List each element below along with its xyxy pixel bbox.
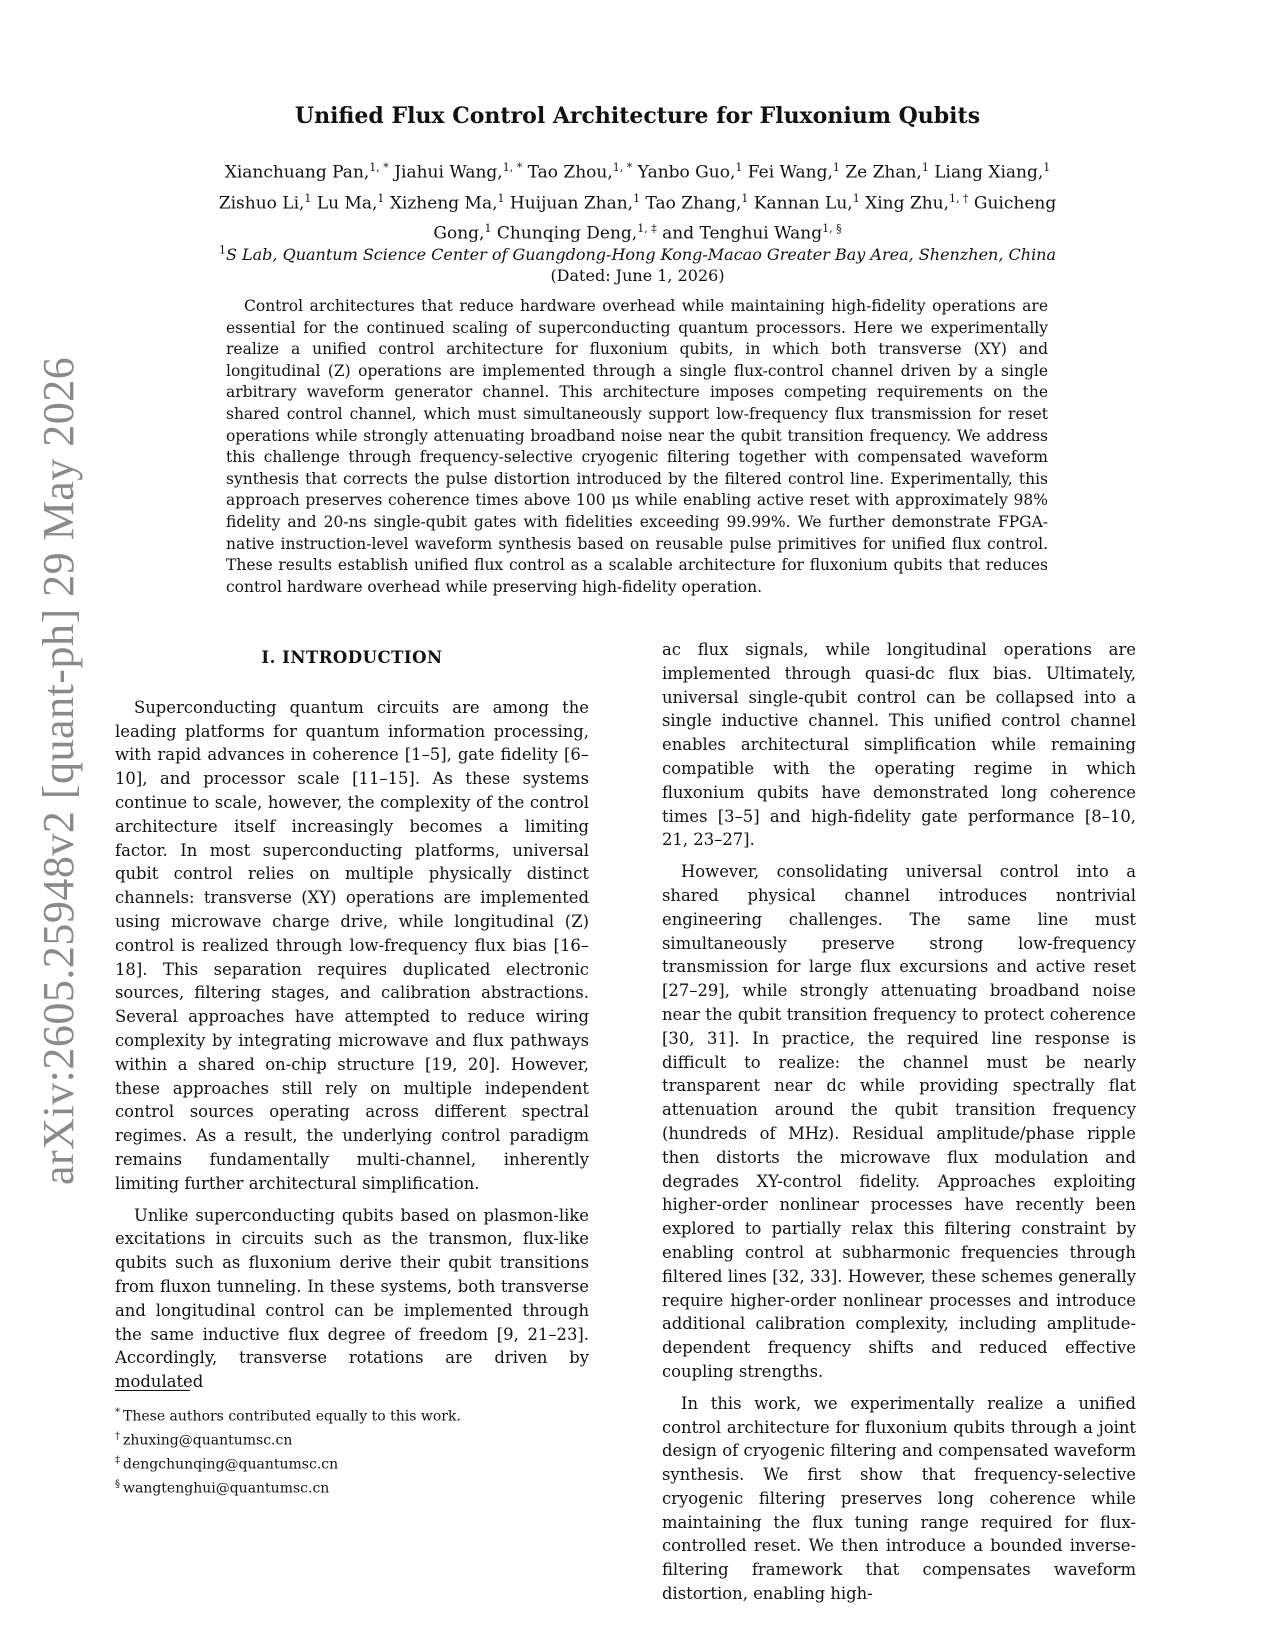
author-affiliation-mark: 1, § bbox=[822, 222, 842, 236]
left-column bbox=[115, 638, 589, 1402]
author-name: Kannan Lu, bbox=[753, 193, 853, 214]
author-affiliation-mark: 1 bbox=[633, 191, 641, 205]
footnotes bbox=[115, 1403, 589, 1500]
author-affiliation-mark: 1 bbox=[497, 191, 505, 205]
author-name: Lu Ma, bbox=[316, 193, 378, 214]
author-affiliation-mark: 1 bbox=[377, 191, 385, 205]
footnote-rule bbox=[115, 1390, 190, 1391]
author-name: Liang Xiang, bbox=[934, 162, 1044, 183]
author-name: Chunqing Deng, bbox=[496, 223, 638, 244]
author-affiliation-mark: 1, * bbox=[369, 161, 389, 174]
affiliation: $^1$S Lab, Quantum Science Center of Guangdong-Hong Kong-Macao Greater Bay Area, Shenzhen, China bbox=[218, 244, 1057, 265]
author-name: Xizheng Ma, bbox=[389, 193, 498, 214]
footnote: § wangtenghui@quantumsc.cn bbox=[115, 1479, 330, 1498]
paragraph: However, consolidating universal control into a shared physical channel introduces nontrivial engineering challenges. The same line must simultaneously preserve strong low-frequency transmission for large flux excursions and active reset [27–29], while strongly attenuating broadband noise near the qubit transition frequency to protect coherence [30, 31]. In practice, the required line response is difficult to realize: the channel must be nearly transparent near dc while providing spectrally flat attenuation around the qubit transition frequency (hundreds of MHz). Residual amplitude/phase ripple then distorts the microwave flux modulation and degrades XY-control fidelity. Approaches exploiting higher-order nonlinear processes have recently been explored to partially relax this filtering constraint by enabling control at subharmonic frequencies through filtered lines [32, 33]. However, these schemes generally require higher-order nonlinear processes and introduce additional calibration complexity, including amplitude-dependent frequency shifts and reduced effective coupling strengths. bbox=[662, 862, 1136, 1381]
paragraph: In this work, we experimentally realize a unified control architecture for fluxonium qubits through a joint design of cryogenic filtering and compensated waveform synthesis. We first show that frequency-selective cryogenic filtering preserves long coherence while maintaining the flux tuning range required for flux-controlled reset. We then introduce a bounded inverse-filtering framework that compensates waveform distortion, enabling high- bbox=[662, 1393, 1136, 1604]
author-name: Fei Wang, bbox=[747, 162, 833, 183]
author-affiliation-mark: 1 bbox=[832, 161, 840, 174]
author-name: Guicheng Gong, bbox=[433, 193, 1057, 244]
footnote: * These authors contributed equally to this work. bbox=[115, 1407, 461, 1425]
author-name: Yanbo Guo, bbox=[637, 162, 736, 183]
date-line: (Dated: June 1, 2026) bbox=[550, 266, 725, 286]
author-affiliation-mark: 1, * bbox=[612, 161, 633, 174]
author-name: Xing Zhu, bbox=[865, 193, 949, 214]
author-affiliation-mark: 1 bbox=[921, 161, 929, 174]
author-name: Jiahui Wang, bbox=[394, 162, 503, 183]
author-affiliation-mark: 1 bbox=[1043, 161, 1051, 174]
author-name: and Tenghui Wang bbox=[662, 223, 823, 244]
right-column bbox=[662, 638, 1136, 1614]
abstract-text: Control architectures that reduce hardware overhead while maintaining high-fidelity operations are essential for the continued scaling of superconducting quantum processors. Here we experimentally realize a unified control architecture for fluxonium qubits, in which both transverse (XY) and longitudinal (Z) operations are implemented through a single flux-control channel driven by a single arbitrary waveform generator channel. This architecture imposes competing requirements on the shared control channel, which must simultaneously support low-frequency flux transmission for reset operations while strongly attenuating broadband noise near the qubit transition frequency. We address this challenge through frequency-selective cryogenic filtering together with compensated waveform synthesis that corrects the pulse distortion introduced by the filtered control line. Experimentally, this approach preserves coherence times above 100 μs while enabling active reset with approximately 98% fidelity and 20-ns single-qubit gates with fidelities exceeding 99.99%. We further demonstrate FPGA-native instruction-level waveform synthesis based on reusable pulse primitives for unified flux control. These results establish unified flux control as a scalable architecture for fluxonium qubits that reduces control hardware overhead while preserving high-fidelity operation. bbox=[226, 297, 1048, 596]
author-name: Xianchuang Pan, bbox=[224, 162, 370, 183]
author-affiliation-mark: 1, ‡ bbox=[637, 222, 657, 236]
author-affiliation-mark: 1 bbox=[852, 191, 860, 205]
author-affiliation-mark: 1, * bbox=[502, 161, 523, 174]
author-affiliation-mark: 1 bbox=[304, 191, 312, 205]
author-list bbox=[200, 155, 1075, 247]
author-name: Tao Zhang, bbox=[645, 193, 742, 214]
paragraph: ac flux signals, while longitudinal operations are implemented through quasi-dc flux bias. Ultimately, universal single-qubit control can be collapsed into a single inductive channel. This unified control channel enables architectural simplification while remaining compatible with the operating regime in which fluxonium qubits have demonstrated long coherence times [3–5] and high-fidelity gate performance [8–10, 21, 23–27]. bbox=[662, 640, 1136, 850]
author-name: Ze Zhan, bbox=[845, 162, 922, 183]
author-name: Tao Zhou, bbox=[527, 162, 613, 183]
author-affiliation-mark: 1 bbox=[484, 222, 492, 236]
author-affiliation-mark: 1, † bbox=[949, 191, 969, 205]
abstract bbox=[226, 296, 1048, 598]
footnote: ‡ dengchunqing@quantumsc.cn bbox=[115, 1455, 339, 1473]
footnote: † zhuxing@quantumsc.cn bbox=[115, 1431, 293, 1449]
author-affiliation-mark: 1 bbox=[735, 161, 743, 174]
arxiv-identifier: arXiv:2605.25948v2 [quant-ph] 29 May 2026 bbox=[34, 356, 83, 1185]
author-name: Zishuo Li, bbox=[218, 193, 305, 214]
paragraph: Superconducting quantum circuits are among the leading platforms for quantum information processing, with rapid advances in coherence [1–5], gate fidelity [6–10], and processor scale [11–15]. As these systems continue to scale, however, the complexity of the control architecture itself increasingly becomes a limiting factor. In most superconducting platforms, universal qubit control relies on multiple physically distinct channels: transverse (XY) operations are implemented using microwave charge drive, while longitudinal (Z) control is realized through low-frequency flux bias [16–18]. This separation requires duplicated electronic sources, filtering stages, and calibration abstractions. Several approaches have attempted to reduce wiring complexity by integrating microwave and flux pathways within a shared on-chip structure [19, 20]. However, these approaches still rely on multiple independent control sources operating across different spectral regimes. As a result, the underlying control paradigm remains fundamentally multi-channel, inherently limiting further architectural simplification. bbox=[115, 697, 589, 1193]
section-heading: I. INTRODUCTION bbox=[261, 648, 443, 667]
author-name: Huijuan Zhan, bbox=[509, 193, 634, 214]
author-affiliation-mark: 1 bbox=[741, 191, 749, 205]
paper-title: Unified Flux Control Architecture for Fluxonium Qubits bbox=[294, 103, 981, 129]
paragraph: Unlike superconducting qubits based on plasmon-like excitations in circuits such as the transmon, flux-like qubits such as fluxonium derive their qubit transitions from fluxon tunneling. In these systems, both transverse and longitudinal control can be implemented through the same inductive flux degree of freedom [9, 21–23]. Accordingly, transverse rotations are driven by modulated bbox=[115, 1205, 589, 1392]
affiliation-block bbox=[140, 240, 1135, 286]
